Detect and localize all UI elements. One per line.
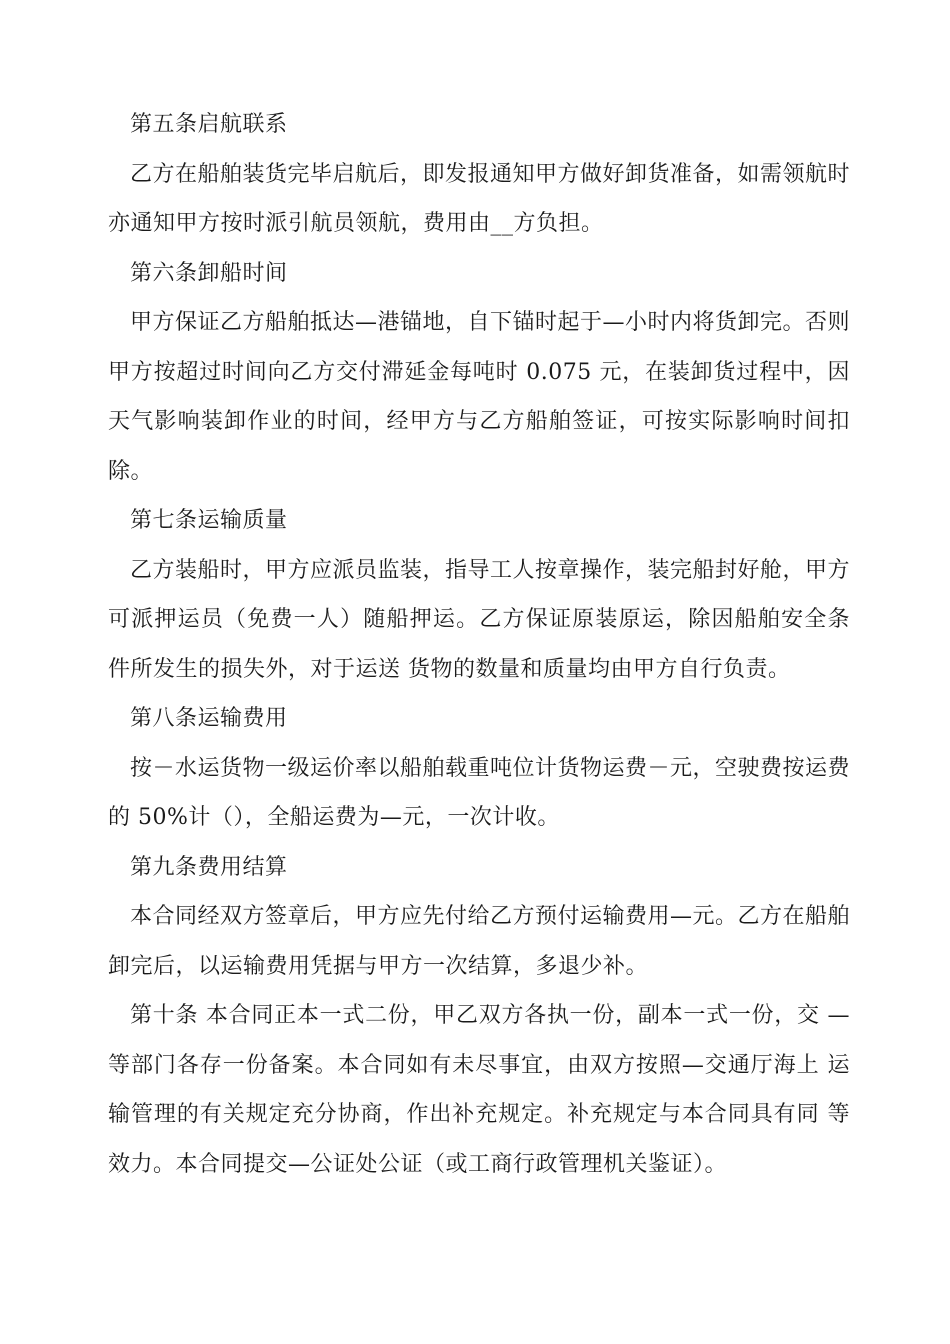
section-8-heading: 第八条运输费用 <box>130 706 288 731</box>
section-5-heading: 第五条启航联系 <box>130 112 288 137</box>
section-9-body: 本合同经双方签章后，甲方应先付给乙方预付运输费用—元。乙方在船舶卸完后，以运输费用凭据与甲方一次结算，多退少补。 <box>108 904 851 979</box>
section-5-body: 乙方在船舶装货完毕启航后，即发报通知甲方做好卸货准备，如需领航时亦通知甲方按时派引航员领航，费用由__方负担。 <box>108 161 851 236</box>
document-body <box>108 100 850 1189</box>
section-9-heading: 第九条费用结算 <box>130 854 288 880</box>
section-6-body: 甲方保证乙方船舶抵达—港锚地，自下锚时起于—小时内将货卸完。否则甲方按超过时间向乙方交付滞延金每吨时 0.075 元，在装卸货过程中，因天气影响装卸作业的时间，经甲方与乙方船舶签证，可按实际影响时间扣除。 <box>108 310 851 484</box>
section-10-clause: 第十条 本合同正本一式二份，甲乙双方各执一份，副本一式一份，交 —等部门各存一份备案。本合同如有未尽事宜，由双方按照—交通厅海上 运输管理的有关规定充分协商，作出补充规定。补充规定与本合同具有同 等效力。本合同提交—公证处公证（或工商行政管理机关鉴证）。 <box>108 1003 850 1177</box>
section-7-heading: 第七条运输质量 <box>130 508 288 533</box>
section-7-body: 乙方装船时，甲方应派员监装，指导工人按章操作，装完船封好舱，甲方可派押运员（免费一人）随船押运。乙方保证原装原运，除因船舶安全条件所发生的损失外，对于运送 货物的数量和质量均由甲方自行负责。 <box>108 557 851 682</box>
section-8-body: 按－水运货物一级运价率以船舶载重吨位计货物运费－元，空驶费按运费的 50%计（），全船运费为—元，一次计收。 <box>108 755 851 830</box>
section-6-heading: 第六条卸船时间 <box>130 260 288 286</box>
